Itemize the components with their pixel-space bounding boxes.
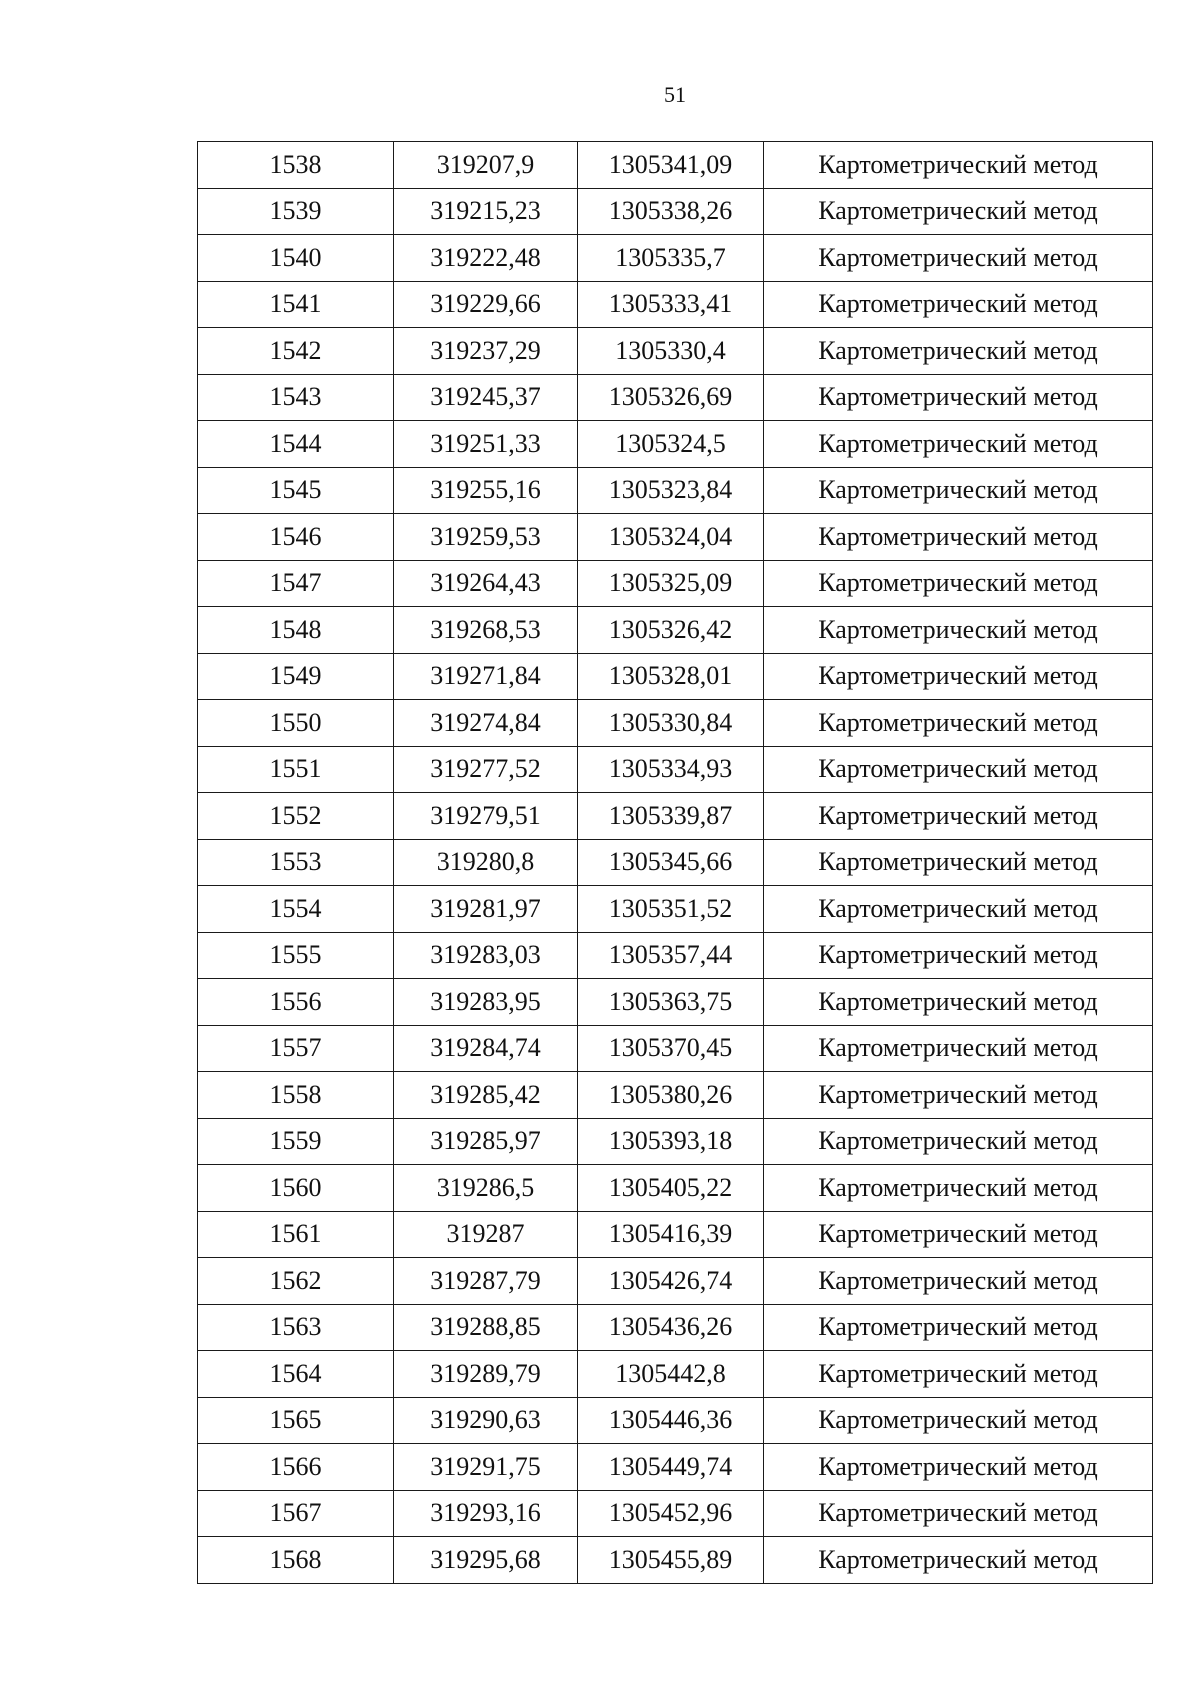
- table-row: [198, 1537, 1153, 1584]
- table-row: [198, 374, 1153, 421]
- y-coordinate-cell: 1305338,26: [578, 188, 764, 235]
- y-coordinate-cell: 1305323,84: [578, 467, 764, 514]
- y-coordinate-cell: 1305455,89: [578, 1537, 764, 1584]
- table-row: [198, 1397, 1153, 1444]
- point-number-cell: 1542: [198, 328, 394, 375]
- y-coordinate-cell: 1305339,87: [578, 793, 764, 840]
- point-number-cell: 1548: [198, 607, 394, 654]
- point-number-cell: 1556: [198, 979, 394, 1026]
- y-coordinate-cell: 1305335,7: [578, 235, 764, 282]
- y-coordinate-cell: 1305452,96: [578, 1490, 764, 1537]
- method-cell: Картометрический метод: [764, 700, 1153, 747]
- point-number-cell: 1545: [198, 467, 394, 514]
- x-coordinate-cell: 319293,16: [394, 1490, 578, 1537]
- table-row: [198, 1072, 1153, 1119]
- method-cell: Картометрический метод: [764, 1258, 1153, 1305]
- point-number-cell: 1540: [198, 235, 394, 282]
- point-number-cell: 1558: [198, 1072, 394, 1119]
- method-cell: Картометрический метод: [764, 1444, 1153, 1491]
- y-coordinate-cell: 1305324,5: [578, 421, 764, 468]
- point-number-cell: 1566: [198, 1444, 394, 1491]
- point-number-cell: 1562: [198, 1258, 394, 1305]
- y-coordinate-cell: 1305326,42: [578, 607, 764, 654]
- x-coordinate-cell: 319285,42: [394, 1072, 578, 1119]
- method-cell: Картометрический метод: [764, 607, 1153, 654]
- point-number-cell: 1541: [198, 281, 394, 328]
- point-number-cell: 1557: [198, 1025, 394, 1072]
- method-cell: Картометрический метод: [764, 514, 1153, 561]
- x-coordinate-cell: 319215,23: [394, 188, 578, 235]
- y-coordinate-cell: 1305449,74: [578, 1444, 764, 1491]
- x-coordinate-cell: 319281,97: [394, 886, 578, 933]
- x-coordinate-cell: 319280,8: [394, 839, 578, 886]
- y-coordinate-cell: 1305330,4: [578, 328, 764, 375]
- point-number-cell: 1555: [198, 932, 394, 979]
- method-cell: Картометрический метод: [764, 560, 1153, 607]
- table-row: [198, 932, 1153, 979]
- table-row: [198, 142, 1153, 189]
- point-number-cell: 1564: [198, 1351, 394, 1398]
- table-row: [198, 1118, 1153, 1165]
- point-number-cell: 1538: [198, 142, 394, 189]
- y-coordinate-cell: 1305442,8: [578, 1351, 764, 1398]
- x-coordinate-cell: 319295,68: [394, 1537, 578, 1584]
- table-row: [198, 467, 1153, 514]
- y-coordinate-cell: 1305324,04: [578, 514, 764, 561]
- table-row: [198, 793, 1153, 840]
- table-row: [198, 1490, 1153, 1537]
- coordinates-table: [197, 141, 1153, 1584]
- y-coordinate-cell: 1305333,41: [578, 281, 764, 328]
- y-coordinate-cell: 1305446,36: [578, 1397, 764, 1444]
- table-row: [198, 1025, 1153, 1072]
- point-number-cell: 1539: [198, 188, 394, 235]
- method-cell: Картометрический метод: [764, 188, 1153, 235]
- x-coordinate-cell: 319245,37: [394, 374, 578, 421]
- y-coordinate-cell: 1305405,22: [578, 1165, 764, 1212]
- method-cell: Картометрический метод: [764, 1490, 1153, 1537]
- method-cell: Картометрический метод: [764, 142, 1153, 189]
- table-row: [198, 653, 1153, 700]
- method-cell: Картометрический метод: [764, 1351, 1153, 1398]
- y-coordinate-cell: 1305341,09: [578, 142, 764, 189]
- method-cell: Картометрический метод: [764, 1118, 1153, 1165]
- x-coordinate-cell: 319290,63: [394, 1397, 578, 1444]
- x-coordinate-cell: 319207,9: [394, 142, 578, 189]
- x-coordinate-cell: 319229,66: [394, 281, 578, 328]
- x-coordinate-cell: 319264,43: [394, 560, 578, 607]
- x-coordinate-cell: 319274,84: [394, 700, 578, 747]
- coordinates-table-body: [198, 142, 1153, 1584]
- method-cell: Картометрический метод: [764, 328, 1153, 375]
- table-row: [198, 1258, 1153, 1305]
- point-number-cell: 1567: [198, 1490, 394, 1537]
- method-cell: Картометрический метод: [764, 1072, 1153, 1119]
- method-cell: Картометрический метод: [764, 746, 1153, 793]
- y-coordinate-cell: 1305436,26: [578, 1304, 764, 1351]
- table-row: [198, 700, 1153, 747]
- point-number-cell: 1563: [198, 1304, 394, 1351]
- method-cell: Картометрический метод: [764, 1025, 1153, 1072]
- point-number-cell: 1561: [198, 1211, 394, 1258]
- point-number-cell: 1553: [198, 839, 394, 886]
- table-row: [198, 1444, 1153, 1491]
- table-row: [198, 979, 1153, 1026]
- table-row: [198, 1351, 1153, 1398]
- x-coordinate-cell: 319255,16: [394, 467, 578, 514]
- point-number-cell: 1552: [198, 793, 394, 840]
- page-number: 51: [664, 82, 686, 107]
- method-cell: Картометрический метод: [764, 979, 1153, 1026]
- table-row: [198, 746, 1153, 793]
- x-coordinate-cell: 319271,84: [394, 653, 578, 700]
- point-number-cell: 1559: [198, 1118, 394, 1165]
- y-coordinate-cell: 1305393,18: [578, 1118, 764, 1165]
- method-cell: Картометрический метод: [764, 932, 1153, 979]
- table-row: [198, 1211, 1153, 1258]
- x-coordinate-cell: 319286,5: [394, 1165, 578, 1212]
- point-number-cell: 1546: [198, 514, 394, 561]
- table-row: [198, 839, 1153, 886]
- method-cell: Картометрический метод: [764, 467, 1153, 514]
- table-row: [198, 607, 1153, 654]
- y-coordinate-cell: 1305351,52: [578, 886, 764, 933]
- x-coordinate-cell: 319284,74: [394, 1025, 578, 1072]
- table-row: [198, 188, 1153, 235]
- method-cell: Картометрический метод: [764, 1304, 1153, 1351]
- x-coordinate-cell: 319283,95: [394, 979, 578, 1026]
- x-coordinate-cell: 319291,75: [394, 1444, 578, 1491]
- point-number-cell: 1547: [198, 560, 394, 607]
- table-row: [198, 886, 1153, 933]
- point-number-cell: 1560: [198, 1165, 394, 1212]
- x-coordinate-cell: 319251,33: [394, 421, 578, 468]
- method-cell: Картометрический метод: [764, 886, 1153, 933]
- table-row: [198, 235, 1153, 282]
- table-row: [198, 281, 1153, 328]
- point-number-cell: 1543: [198, 374, 394, 421]
- method-cell: Картометрический метод: [764, 1397, 1153, 1444]
- x-coordinate-cell: 319259,53: [394, 514, 578, 561]
- x-coordinate-cell: 319287: [394, 1211, 578, 1258]
- y-coordinate-cell: 1305426,74: [578, 1258, 764, 1305]
- x-coordinate-cell: 319279,51: [394, 793, 578, 840]
- x-coordinate-cell: 319289,79: [394, 1351, 578, 1398]
- point-number-cell: 1568: [198, 1537, 394, 1584]
- point-number-cell: 1551: [198, 746, 394, 793]
- x-coordinate-cell: 319277,52: [394, 746, 578, 793]
- method-cell: Картометрический метод: [764, 793, 1153, 840]
- table-row: [198, 328, 1153, 375]
- x-coordinate-cell: 319222,48: [394, 235, 578, 282]
- method-cell: Картометрический метод: [764, 374, 1153, 421]
- method-cell: Картометрический метод: [764, 1211, 1153, 1258]
- point-number-cell: 1550: [198, 700, 394, 747]
- method-cell: Картометрический метод: [764, 421, 1153, 468]
- y-coordinate-cell: 1305357,44: [578, 932, 764, 979]
- point-number-cell: 1544: [198, 421, 394, 468]
- y-coordinate-cell: 1305416,39: [578, 1211, 764, 1258]
- method-cell: Картометрический метод: [764, 235, 1153, 282]
- method-cell: Картометрический метод: [764, 1165, 1153, 1212]
- y-coordinate-cell: 1305326,69: [578, 374, 764, 421]
- table-row: [198, 560, 1153, 607]
- method-cell: Картометрический метод: [764, 1537, 1153, 1584]
- method-cell: Картометрический метод: [764, 653, 1153, 700]
- table-row: [198, 514, 1153, 561]
- x-coordinate-cell: 319287,79: [394, 1258, 578, 1305]
- x-coordinate-cell: 319237,29: [394, 328, 578, 375]
- table-row: [198, 1304, 1153, 1351]
- method-cell: Картометрический метод: [764, 281, 1153, 328]
- y-coordinate-cell: 1305345,66: [578, 839, 764, 886]
- method-cell: Картометрический метод: [764, 839, 1153, 886]
- table-row: [198, 421, 1153, 468]
- y-coordinate-cell: 1305334,93: [578, 746, 764, 793]
- y-coordinate-cell: 1305380,26: [578, 1072, 764, 1119]
- y-coordinate-cell: 1305370,45: [578, 1025, 764, 1072]
- x-coordinate-cell: 319283,03: [394, 932, 578, 979]
- point-number-cell: 1549: [198, 653, 394, 700]
- x-coordinate-cell: 319288,85: [394, 1304, 578, 1351]
- x-coordinate-cell: 319285,97: [394, 1118, 578, 1165]
- y-coordinate-cell: 1305363,75: [578, 979, 764, 1026]
- point-number-cell: 1565: [198, 1397, 394, 1444]
- x-coordinate-cell: 319268,53: [394, 607, 578, 654]
- table-row: [198, 1165, 1153, 1212]
- y-coordinate-cell: 1305325,09: [578, 560, 764, 607]
- y-coordinate-cell: 1305330,84: [578, 700, 764, 747]
- point-number-cell: 1554: [198, 886, 394, 933]
- y-coordinate-cell: 1305328,01: [578, 653, 764, 700]
